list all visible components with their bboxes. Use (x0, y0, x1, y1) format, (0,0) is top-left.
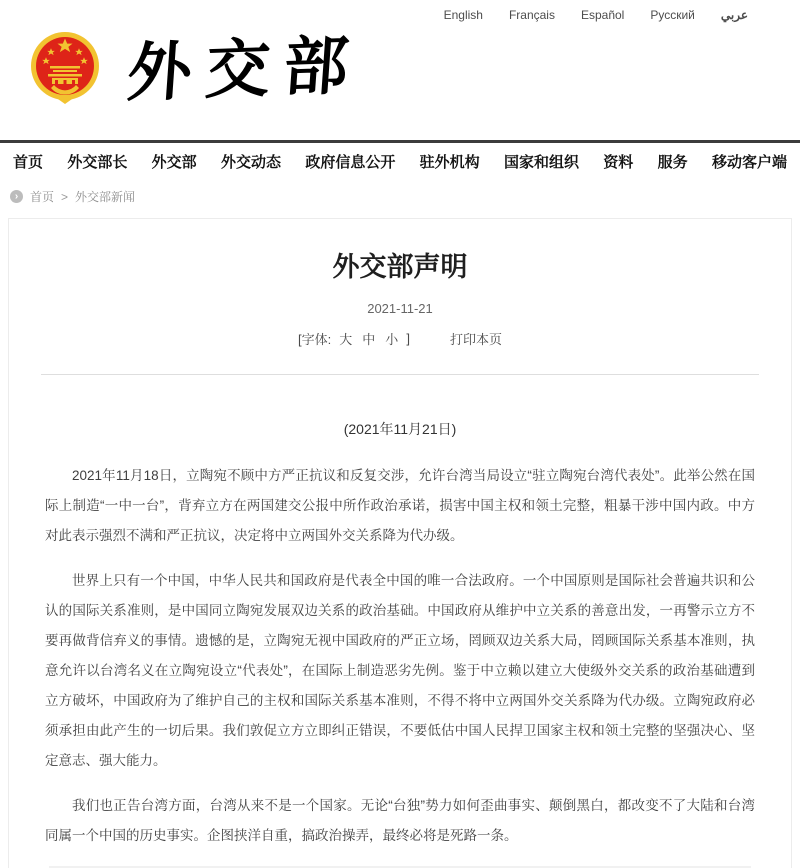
article-date: 2021-11-21 (367, 301, 433, 316)
nav-item-activities[interactable]: 外交动态 (220, 154, 281, 171)
breadcrumb-current-link[interactable]: 外交部新闻 (75, 190, 136, 204)
breadcrumb (10, 188, 800, 205)
nav-item-gov-info[interactable]: 政府信息公开 (305, 154, 396, 171)
lang-link-espanol[interactable]: Español (580, 8, 625, 22)
article-subtitle: (2021年11月21日) (343, 421, 457, 437)
nav-item-countries[interactable]: 国家和组织 (503, 154, 579, 171)
font-size-large-button[interactable]: 大 (339, 332, 353, 347)
brand-calligraphy: 外交部 (124, 27, 365, 112)
font-size-medium-button[interactable]: 中 (362, 332, 376, 347)
print-page-button[interactable]: 打印本页 (449, 332, 502, 347)
title-divider (41, 374, 759, 375)
article-toolbar (9, 329, 791, 348)
page-title: 外交部声明 (332, 252, 468, 282)
article-paragraph: 世界上只有一个中国，中华人民共和国政府是代表全中国的唯一合法政府。一个中国原则是国际社会普遍共识和公认的国际关系准则，是中国同立陶宛发展双边关系的政治基础。中国政府从维护中立关系的善意出发，一再警示立方不要再做背信弃义的事情。遗憾的是，立陶宛无视中国政府的严正立场，罔顾双边关系大局，罔顾国际关系基本准则，执意允许以台湾名义在立陶宛设立“代表处”，在国际上制造恶劣先例。鉴于中立赖以建立大使级外交关系的政治基础遭到立方破坏，中国政府为了维护自己的主权和国际关系基本准则，不得不将中立两国外交关系降为代办级。立陶宛政府必须承担由此产生的一切后果。我们敦促立方立即纠正错误，不要低估中国人民捍卫国家主权和领土完整的坚强决心、坚定意志、强大能力。 (45, 573, 755, 768)
breadcrumb-arrow-icon: › (10, 190, 23, 203)
lang-link-francais[interactable]: Français (508, 8, 555, 22)
font-size-label-close: ] (406, 331, 410, 346)
breadcrumb-separator: > (61, 189, 69, 204)
language-switcher (444, 8, 748, 22)
article-body (45, 461, 755, 851)
nav-item-services[interactable]: 服务 (657, 154, 688, 171)
nav-item-mobile-app[interactable]: 移动客户端 (711, 154, 787, 171)
site-logo[interactable] (28, 27, 365, 112)
lang-link-arabic[interactable]: عربي (720, 8, 748, 22)
site-header (0, 0, 800, 140)
breadcrumb-home-link[interactable]: 首页 (30, 190, 55, 204)
font-size-small-button[interactable]: 小 (385, 332, 399, 347)
nav-item-resources[interactable]: 资料 (603, 154, 634, 171)
article-panel (8, 218, 792, 868)
article-paragraph: 2021年11月18日，立陶宛不顾中方严正抗议和反复交涉，允许台湾当局设立“驻立陶宛台湾代表处”。此举公然在国际上制造“一中一台”，背弃立方在两国建交公报中所作政治承诺，损害中国主权和领土完整，粗暴干涉中国内政。中方对此表示强烈不满和严正抗议，决定将中立两国外交关系降为代办级。 (45, 468, 755, 543)
nav-item-home[interactable]: 首页 (13, 154, 44, 171)
lang-link-english[interactable]: English (443, 8, 483, 22)
nav-item-missions[interactable]: 驻外机构 (419, 154, 480, 171)
nav-item-minister[interactable]: 外交部长 (67, 154, 128, 171)
lang-link-russian[interactable]: Русский (650, 8, 695, 22)
national-emblem-icon (28, 30, 102, 106)
nav-item-ministry[interactable]: 外交部 (151, 154, 197, 171)
article-paragraph: 我们也正告台湾方面，台湾从来不是一个国家。无论“台独”势力如何歪曲事实、颠倒黑白，都改变不了大陆和台湾同属一个中国的历史事实。企图挟洋自重，搞政治操弄，最终必将是死路一条。 (45, 798, 755, 843)
font-size-label-open: [字体: (298, 332, 332, 347)
main-nav (0, 140, 800, 181)
